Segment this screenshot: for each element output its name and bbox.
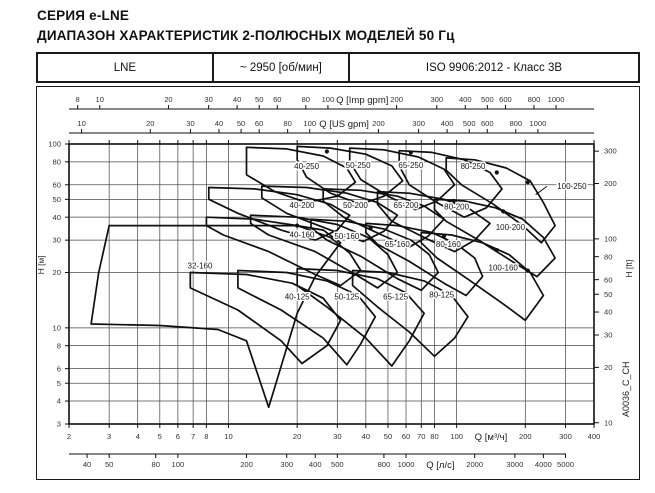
page-title: СЕРИЯ e-LNE [37,8,130,23]
m3h-tick-label: 4 [135,432,140,441]
page-title-block [37,6,455,45]
h-m-tick-label: 60 [52,180,61,190]
imp_gpm-tick-label: 50 [255,95,264,104]
h-m-tick-label: 50 [52,194,61,204]
page-subtitle: ДИАПАЗОН ХАРАКТЕРИСТИК 2-ПОЛЮСНЫХ МОДЕЛЕЙ 50 Гц [37,27,455,43]
region-label-50-250: 50-250 [345,161,371,171]
h-ft-tick-label: 300 [604,146,617,156]
h-m-tick-label: 8 [56,341,61,351]
region-outline-50-125 [238,271,375,365]
lps-tick-label: 4000 [534,460,552,469]
imp_gpm-tick-label: 60 [273,95,282,104]
lps-tick-label: 100 [171,460,185,469]
us_gpm-tick-label: 10 [77,119,86,128]
us_gpm-tick-label: 1000 [529,119,547,128]
h-ft-tick-label: 80 [604,252,613,262]
imp_gpm-tick-label: 600 [499,95,512,104]
us_gpm-tick-label: 30 [186,119,195,128]
region-outline-40-125 [190,273,340,364]
imp_gpm-tick-label: 100 [321,95,335,104]
h-m-tick-label: 40 [52,212,61,222]
h-m-tick-label: 80 [52,157,61,167]
m3h-tick-label: 80 [430,432,439,441]
m3h-tick-label: 20 [292,432,302,441]
region-label-100-200: 100-200 [495,223,526,233]
series-name-cell: LNE [38,54,214,81]
h-m-axis-label: H [м] [37,255,46,275]
speed-cell: ~ 2950 [об/мин] [214,54,350,81]
imp_gpm-tick-label: 400 [458,95,472,104]
imp_gpm-tick-label: 8 [75,95,80,104]
m3h-tick-label: 40 [361,432,371,441]
imp_gpm-axis-label: Q [Imp gpm] [336,95,389,106]
bep-marker-dot [382,191,386,195]
region-label-40-160: 40-160 [289,230,315,240]
imp_gpm-tick-label: 40 [232,95,242,104]
us_gpm-tick-label: 40 [214,119,224,128]
us_gpm-tick-label: 100 [303,119,317,128]
region-label-50-125: 50-125 [334,292,360,302]
m3h-tick-label: 7 [191,432,196,441]
region-outline-32-160 [91,226,341,408]
h-ft-tick-label: 60 [604,275,613,285]
imp_gpm-tick-label: 800 [527,95,541,104]
bep-marker-dot [501,209,505,213]
lps-tick-label: 50 [104,460,114,469]
region-label-50-160: 50-160 [334,231,360,241]
lps-axis-label: Q [л/с] [426,460,455,471]
region-label-65-125: 65-125 [383,292,409,302]
h-ft-tick-label: 50 [604,289,613,299]
m3h-tick-label: 30 [333,432,342,441]
imp_gpm-tick-label: 80 [301,95,311,104]
us_gpm-tick-label: 800 [509,119,523,128]
imp_gpm-tick-label: 500 [481,95,494,104]
region-label-80-250: 80-250 [460,162,486,172]
imp_gpm-tick-label: 200 [390,95,403,104]
m3h-tick-label: 10 [224,432,233,441]
chart-frame [36,86,640,480]
region-label-100-250: 100-250 [557,181,587,191]
region-outline-40-250 [247,147,356,202]
m3h-tick-label: 5 [157,432,162,441]
h-ft-tick-label: 100 [604,234,617,244]
lps-tick-label: 2000 [466,460,484,469]
h-ft-tick-label: 40 [604,307,613,317]
region-label-32-160: 32-160 [187,261,213,271]
m3h-tick-label: 3 [107,432,112,441]
imp_gpm-tick-label: 20 [164,95,173,104]
bep-marker-dot [526,268,530,272]
region-label-80-125: 80-125 [429,290,455,300]
region-label-65-160: 65-160 [384,240,410,250]
h-m-tick-label: 6 [56,364,61,374]
h-ft-tick-label: 10 [604,418,613,428]
region-label-50-200: 50-200 [342,200,368,210]
region-label-65-200: 65-200 [393,200,419,210]
us_gpm-tick-label: 400 [440,119,454,128]
lps-tick-label: 300 [280,460,294,469]
h-m-tick-label: 30 [52,235,61,245]
us_gpm-axis-label: Q [US gpm] [319,119,369,130]
bep-marker-dot [495,170,499,174]
us_gpm-tick-label: 50 [236,119,246,128]
m3h-tick-label: 200 [518,432,532,441]
bep-marker-dot [495,248,499,252]
lps-tick-label: 500 [330,460,344,469]
us_gpm-tick-label: 80 [283,119,292,128]
m3h-tick-label: 6 [175,432,180,441]
region-label-40-200: 40-200 [289,200,315,210]
m3h-tick-label: 300 [559,432,572,441]
lps-tick-label: 40 [82,460,92,469]
us_gpm-tick-label: 20 [146,119,155,128]
lps-tick-label: 3000 [506,460,524,469]
region-outline-40-200 [209,188,350,241]
imp_gpm-tick-label: 300 [430,95,444,104]
lps-tick-label: 800 [377,460,391,469]
region-label-65-250: 65-250 [398,161,424,171]
lps-tick-label: 200 [240,460,253,469]
m3h-tick-label: 100 [450,432,463,441]
h-ft-tick-label: 20 [604,362,613,372]
region-label-40-250: 40-250 [294,162,320,172]
m3h-tick-label: 50 [383,432,393,441]
m3h-tick-label: 70 [417,432,426,441]
us_gpm-tick-label: 300 [412,119,425,128]
bep-marker-dot [409,150,413,154]
bep-marker-dot [295,223,299,227]
h-m-tick-label: 20 [52,268,61,278]
m3h-tick-label: 2 [66,432,72,441]
region-label-80-160: 80-160 [435,240,461,250]
m3h-axis-label: Q [м³/ч] [474,432,508,443]
h-m-tick-label: 4 [56,396,61,406]
bep-marker-dot [442,234,446,238]
h-m-tick-label: 100 [48,139,61,149]
lps-tick-label: 5000 [557,460,574,469]
us_gpm-tick-label: 500 [462,119,476,128]
plot-border [69,144,594,424]
m3h-tick-label: 60 [401,432,411,441]
region-outline-80-160 [366,223,483,295]
imp_gpm-tick-label: 30 [204,95,213,104]
h-m-tick-label: 3 [56,419,61,429]
range-chart-svg [37,87,638,478]
lps-tick-label: 80 [151,460,160,469]
imp_gpm-tick-label: 1000 [547,95,565,104]
label-leader-line-100-250 [536,186,547,194]
region-label-100-160: 100-160 [488,263,518,273]
us_gpm-tick-label: 200 [372,119,385,128]
lps-tick-label: 400 [308,460,322,469]
h-ft-tick-label: 30 [604,330,613,340]
imp_gpm-tick-label: 10 [95,95,104,104]
bep-marker-dot [369,226,373,230]
h-m-tick-label: 10 [52,323,61,333]
us_gpm-tick-label: 60 [254,119,264,128]
m3h-tick-label: 8 [204,432,209,441]
h-m-tick-label: 5 [56,378,61,388]
drawing-code-label: A0036_C_CH [621,361,631,417]
region-label-80-200: 80-200 [444,202,470,212]
h-ft-axis-label: H [ft] [624,259,634,278]
standard-cell: ISO 9906:2012 - Класс 3В [425,61,563,74]
spec-header-table [36,52,640,83]
us_gpm-tick-label: 600 [480,119,494,128]
m3h-tick-label: 400 [587,432,601,441]
bep-marker-dot [325,149,329,153]
bep-marker-dot [526,180,530,184]
h-ft-tick-label: 200 [604,179,617,189]
region-label-40-125: 40-125 [284,292,310,302]
lps-tick-label: 1000 [397,460,415,469]
